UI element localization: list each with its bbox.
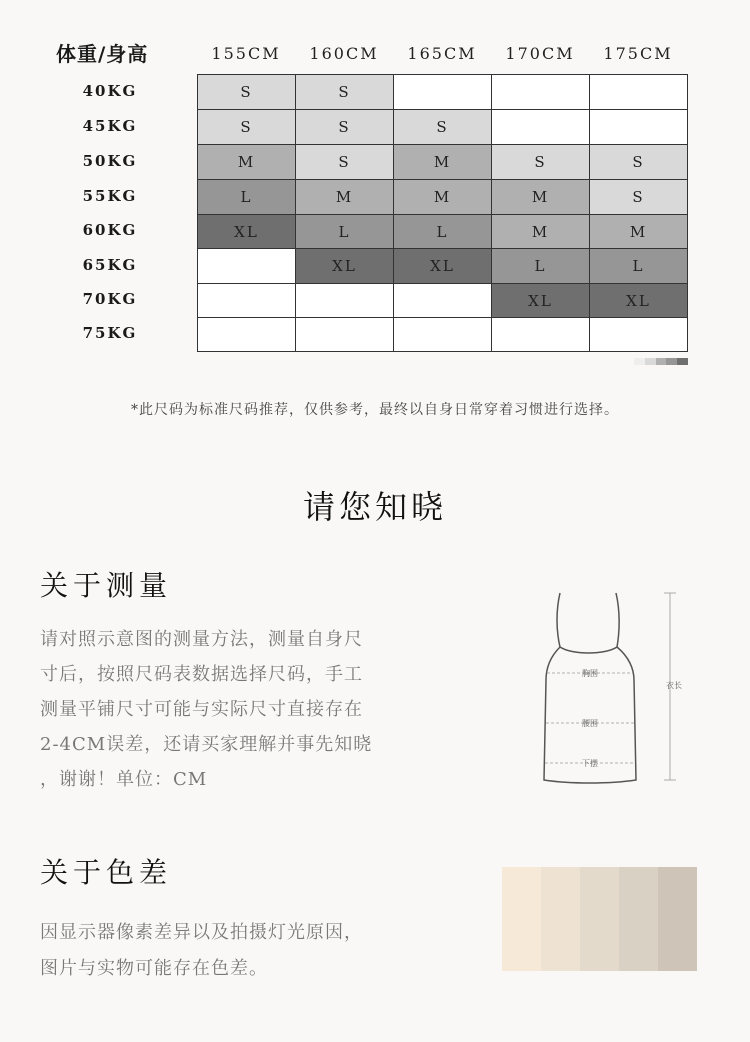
waist-label: 腰围 (582, 719, 598, 728)
weight-header: 40KG (82, 81, 138, 100)
chest-label: 胸围 (582, 669, 598, 678)
height-header: 170CM (505, 44, 575, 63)
size-cell: XL (590, 284, 688, 318)
size-cell: L (394, 215, 492, 249)
color-swatch-strip (502, 867, 697, 971)
size-cell: XL (296, 249, 394, 284)
size-cell (590, 318, 688, 352)
right-strap (616, 593, 619, 647)
size-grid (197, 74, 688, 352)
height-header: 155CM (211, 44, 281, 63)
weight-header: 70KG (82, 290, 138, 308)
size-cell: S (198, 75, 296, 110)
size-cell (198, 249, 296, 284)
size-cell: M (394, 180, 492, 215)
weight-header: 50KG (82, 151, 138, 170)
size-cell (492, 318, 590, 352)
size-cell: S (198, 110, 296, 145)
size-cell (492, 110, 590, 145)
size-cell: S (296, 75, 394, 110)
size-cell: S (590, 145, 688, 180)
size-cell (296, 318, 394, 352)
color-swatch (502, 867, 541, 971)
size-cell: M (198, 145, 296, 180)
size-cell: L (296, 215, 394, 249)
measurement-text-line: 寸后，按照尺码表数据选择尺码，手工 (40, 664, 363, 685)
measurement-text-line: 请对照示意图的测量方法，测量自身尺 (40, 629, 363, 650)
weight-header: 55KG (82, 186, 138, 205)
height-header: 160CM (309, 44, 379, 63)
size-cell: S (296, 110, 394, 145)
color-diff-text-line: 因显示器像素差异以及拍摄灯光原因， (40, 922, 363, 943)
size-cell: L (590, 249, 688, 284)
size-cell: XL (492, 284, 590, 318)
weight-header: 75KG (82, 324, 138, 342)
legend-shade (677, 358, 688, 365)
size-cell: S (296, 145, 394, 180)
size-cell: M (394, 145, 492, 180)
color-swatch (580, 867, 619, 971)
measurement-text-line: 2-4CM误差，还请买家理解并事先知晓 (40, 734, 373, 755)
size-cell: L (198, 180, 296, 215)
size-cell: XL (394, 249, 492, 284)
size-cell (394, 75, 492, 110)
size-cell: M (492, 215, 590, 249)
color-swatch (541, 867, 580, 971)
measurement-title: 关于测量 (40, 569, 173, 602)
legend-shade (634, 358, 645, 365)
size-cell (296, 284, 394, 318)
length-label: 衣长 (666, 681, 682, 690)
legend-shade (656, 358, 667, 365)
height-header: 165CM (407, 44, 477, 63)
shade-legend-strip (634, 358, 688, 365)
size-cell (394, 284, 492, 318)
chart-corner-label: 体重/身高 (56, 42, 149, 66)
legend-shade (666, 358, 677, 365)
size-cell: S (590, 180, 688, 215)
weight-header: 65KG (82, 255, 138, 274)
color-diff-title: 关于色差 (40, 856, 173, 889)
size-cell: M (492, 180, 590, 215)
size-cell: S (394, 110, 492, 145)
size-cell (590, 75, 688, 110)
size-cell (394, 318, 492, 352)
measurement-text-line: 测量平铺尺寸可能与实际尺寸直接存在 (40, 699, 363, 720)
size-chart-note: *此尺码为标准尺码推荐，仅供参考，最终以自身日常穿着习惯进行选择。 (131, 402, 619, 418)
color-diff-text-line: 图片与实物可能存在色差。 (40, 958, 268, 979)
weight-header: 45KG (82, 116, 138, 135)
height-header: 175CM (603, 44, 673, 63)
size-cell (492, 75, 590, 110)
notice-title: 请您知晓 (302, 488, 447, 526)
tank-top-diagram (520, 585, 700, 790)
color-swatch (658, 867, 697, 971)
weight-header: 60KG (82, 221, 138, 239)
hem-label: 下摆 (582, 759, 598, 768)
size-cell: M (296, 180, 394, 215)
color-swatch (619, 867, 658, 971)
size-cell: XL (198, 215, 296, 249)
size-cell (198, 318, 296, 352)
size-cell: L (492, 249, 590, 284)
size-cell (590, 110, 688, 145)
size-cell: M (590, 215, 688, 249)
size-cell: S (492, 145, 590, 180)
size-cell (198, 284, 296, 318)
left-strap (557, 593, 560, 647)
legend-shade (645, 358, 656, 365)
measurement-text-line: ，谢谢！单位：CM (40, 769, 208, 790)
